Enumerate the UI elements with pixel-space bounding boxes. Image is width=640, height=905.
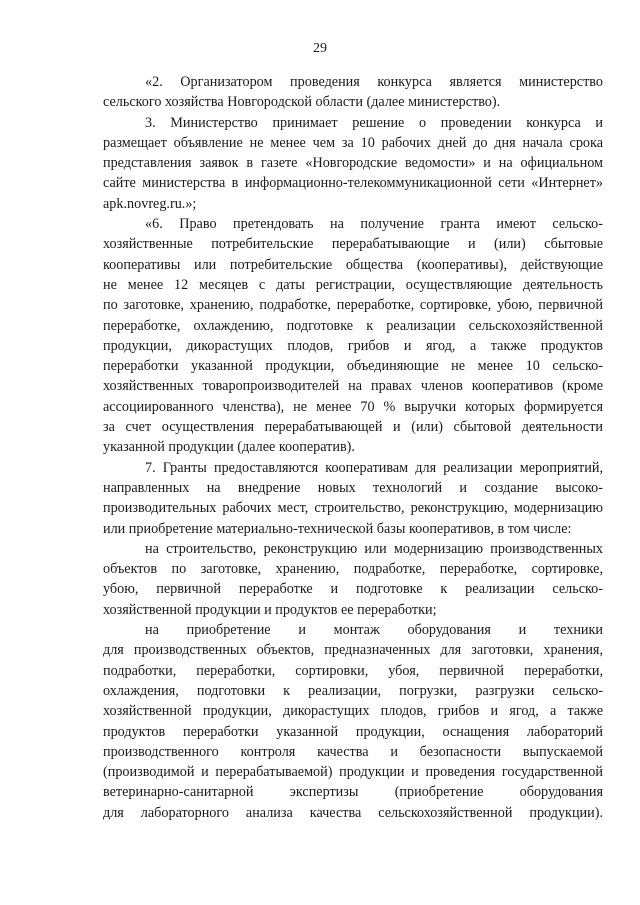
text-line: указанной продукции (далее кооператив). (103, 439, 355, 456)
text-line: размещает объявление не менее чем за 10 рабочих дней до дня начала срока (103, 134, 603, 151)
text-line: хозяйственные потребительские перерабатывающие и (или) сбытовые (103, 236, 603, 253)
text-line: сельского хозяйства Новгородской области (далее министерство). (103, 94, 501, 111)
text-line: хозяйственной продукции и продуктов ее переработки; (103, 601, 437, 618)
text-line: переработки указанной продукции, объединяющие не менее 10 сельско- (103, 358, 603, 375)
text-line: производительных рабочих мест, строительство, реконструкцию, модернизацию (103, 500, 603, 517)
text-line: убою, первичной переработке и подготовке к реализации сельско- (103, 581, 603, 598)
text-line: переработке, охлаждению, подготовке к реализации сельскохозяйственной (103, 317, 603, 334)
text-line: (производимой и перерабатываемой) продукции и проведения государственной (103, 764, 603, 781)
text-line: подработки, переработки, сортировки, убоя, первичной переработки, (103, 662, 603, 679)
paragraph-7-equipment (103, 620, 603, 823)
paragraph-7-construction (103, 539, 603, 620)
text-line: на строительство, реконструкцию или модернизацию производственных (145, 540, 603, 557)
paragraph-2-organizer (103, 72, 603, 113)
text-line: продуктов переработки указанной продукции, оснащения лабораторий (103, 723, 603, 740)
text-line: кооперативы или потребительские общества (кооперативы), действующие (103, 256, 603, 273)
text-line: 7. Гранты предоставляются кооперативам для реализации мероприятий, (145, 459, 603, 476)
text-line: или приобретение материально-технической базы кооперативов, в том числе: (103, 520, 572, 537)
text-line: ветеринарно-санитарной экспертизы (приобретение оборудования (103, 784, 603, 801)
paragraph-7-grants (103, 458, 603, 539)
page-number: 29 (313, 41, 327, 56)
text-line: за счет осуществления перерабатывающей и (или) сбытовой деятельности (103, 419, 603, 436)
text-line: охлаждения, подготовки к реализации, погрузки, разгрузки сельско- (103, 682, 603, 699)
text-line: по заготовке, хранению, подработке, переработке, сортировке, убою, первичной (103, 297, 603, 314)
text-line: сайте министерства в информационно-телекоммуникационной сети «Интернет» (103, 175, 603, 192)
text-line: объектов по заготовке, хранению, подработке, переработке, сортировке, (103, 561, 603, 578)
text-line: не менее 12 месяцев с даты регистрации, осуществляющие деятельность (103, 276, 603, 293)
text-line: направленных на внедрение новых технологий и создание высоко- (103, 479, 603, 496)
text-line: производственного контроля качества и безопасности выпускаемой (103, 743, 603, 760)
paragraph-6-eligibility (103, 214, 603, 458)
text-line: хозяйственной продукции, дикорастущих плодов, грибов и ягод, а также (103, 703, 603, 720)
text-line: для производственных объектов, предназначенных для заготовки, хранения, (103, 642, 603, 659)
text-line: представления заявок в газете «Новгородские ведомости» и на официальном (103, 155, 603, 172)
text-line: ассоциированного членства), не менее 70 % выручки которых формируется (103, 398, 603, 415)
text-line: на приобретение и монтаж оборудования и техники (145, 622, 603, 639)
text-line: «6. Право претендовать на получение гранта имеют сельско- (145, 216, 603, 233)
text-line: хозяйственных товаропроизводителей на правах членов кооперативов (кроме (103, 378, 603, 395)
document-body (103, 72, 603, 823)
paragraph-3-announcement (103, 113, 603, 214)
text-line: 3. Министерство принимает решение о проведении конкурса и (145, 114, 603, 131)
text-line: apk.novreg.ru.»; (103, 195, 197, 212)
text-line: «2. Организатором проведения конкурса является министерство (145, 74, 603, 90)
text-line: продукции, дикорастущих плодов, грибов и ягод, а также продуктов (103, 337, 603, 354)
text-line: для лабораторного анализа качества сельскохозяйственной продукции). (103, 804, 603, 821)
